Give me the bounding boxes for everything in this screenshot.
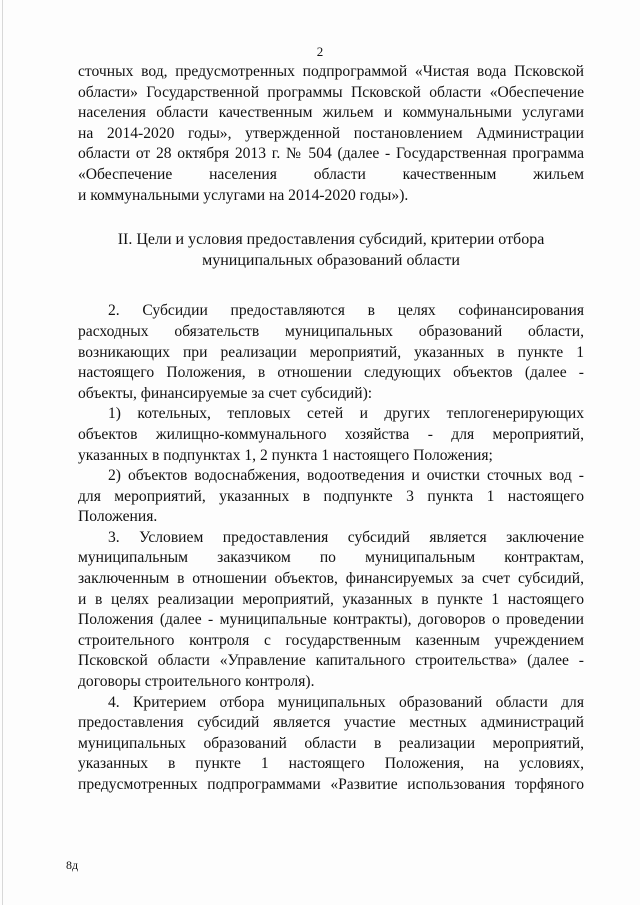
text-line: Псковской области «Управление капитального строительства» (далее - [78, 652, 584, 670]
spacer [78, 206, 584, 230]
paragraph-2 [78, 301, 584, 404]
paragraph-3 [78, 528, 584, 693]
text-line: области от 28 октября 2013 г. № 504 (далее - Государственная программа [78, 145, 584, 163]
text-line: Положения. [78, 508, 158, 526]
text-line: указанных в подпунктах 1, 2 пункта 1 настоящего Положения; [78, 446, 493, 464]
text-line: муниципальным заказчиком по муниципальным контрактам, [78, 549, 584, 567]
heading-line: II. Цели и условия предоставления субсидий, критерии отбора [117, 231, 545, 249]
document-body [78, 62, 584, 796]
footer-mark: 8д [66, 858, 79, 872]
text-line: указанных в пункте 1 настоящего Положения, на условиях, [78, 755, 584, 773]
text-line: договоры строительного контроля). [78, 673, 315, 691]
text-line: настоящего Положения, в отношении следующих объектов (далее - [78, 364, 584, 382]
text-line: объектов жилищно-коммунального хозяйства - для мероприятий, [78, 425, 584, 443]
text-line: 1) котельных, тепловых сетей и других теплогенерирующих [108, 405, 584, 423]
list-item-2 [78, 466, 584, 528]
text-line: предусмотренных подпрограммами «Развитие использования торфяного [78, 776, 584, 793]
text-line: «Обеспечение населения области качественным жильем [78, 165, 584, 183]
text-line: строительного контроля с государственным казенным учреждением [78, 631, 584, 649]
text-line: области» Государственной программы Псковской области «Обеспечение [78, 83, 584, 101]
paragraph-4 [78, 693, 584, 796]
intro-paragraph [78, 62, 584, 206]
text-line: объекты, финансируемые за счет субсидий): [78, 384, 373, 402]
text-line: расходных обязательств муниципальных образований области, [78, 322, 584, 340]
page-number: 2 [316, 44, 324, 59]
text-line: Положения (далее - муниципальные контракты), договоров о проведении [78, 611, 584, 629]
section-heading [78, 230, 584, 271]
text-line: возникающих при реализации мероприятий, указанных в пункте 1 [78, 343, 584, 361]
text-line: муниципальных образований области в реализации мероприятий, [78, 734, 584, 752]
text-line: на 2014-2020 годы», утвержденной постановлением Администрации [78, 124, 584, 142]
text-line: и в целях реализации мероприятий, указанных в пункте 1 настоящего [78, 590, 584, 608]
text-line: 2) объектов водоснабжения, водоотведения и очистки сточных вод - [108, 467, 584, 485]
text-line: сточных вод, предусмотренных подпрограммой «Чистая вода Псковской [78, 63, 584, 80]
text-line: населения области качественным жильем и коммунальными услугами [78, 104, 584, 122]
text-line: 3. Условием предоставления субсидий является заключение [108, 528, 584, 546]
text-line: заключенным в отношении объектов, финансируемых за счет субсидий, [78, 570, 584, 588]
heading-line: муниципальных образований области [202, 251, 460, 269]
text-line: 2. Субсидии предоставляются в целях софинансирования [108, 302, 584, 320]
text-line: для мероприятий, указанных в подпункте 3 пункта 1 настоящего [78, 487, 584, 505]
text-line: 4. Критерием отбора муниципальных образований области для [108, 693, 584, 711]
list-item-1 [78, 404, 584, 466]
scan-edge [2, 0, 3, 905]
spacer [78, 271, 584, 301]
text-line: предоставления субсидий является участие местных администраций [78, 714, 584, 732]
text-line: и коммунальными услугами на 2014-2020 годы»). [78, 186, 409, 204]
